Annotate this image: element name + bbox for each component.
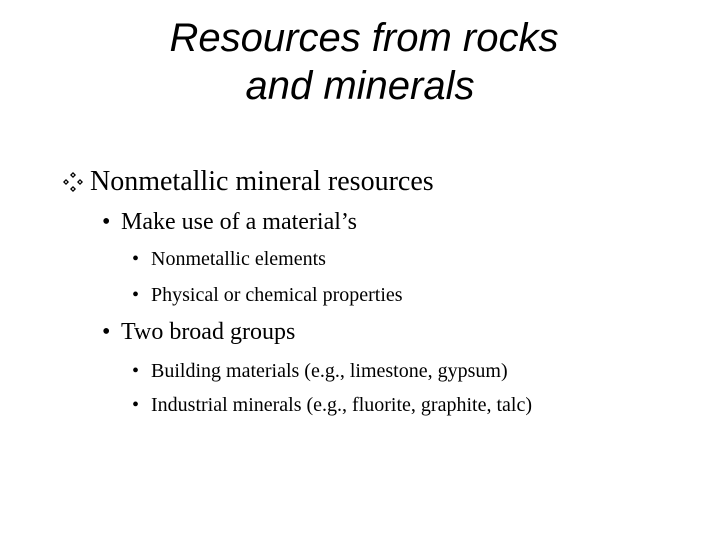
main-bullet-text: Nonmetallic mineral resources — [90, 166, 434, 197]
diamond-quad-bullet-icon — [62, 166, 90, 198]
bullet-dot: • — [132, 360, 140, 382]
bullet-dot: • — [132, 394, 140, 416]
sub-bullet-text: Two broad groups — [121, 319, 296, 345]
slide-title-line-2: and minerals — [245, 64, 475, 108]
bullet-dot: • — [132, 284, 140, 306]
sub-bullet-text: Make use of a material’s — [121, 209, 357, 235]
sub-sub-bullet — [132, 359, 508, 383]
bullet-dot: • — [102, 209, 111, 235]
slide-title-line-1: Resources from rocks — [169, 16, 559, 60]
sub-sub-bullet-text: Industrial minerals (e.g., fluorite, graphite, talc) — [151, 394, 532, 416]
sub-bullet — [102, 318, 295, 346]
sub-sub-bullet — [132, 283, 403, 307]
sub-sub-bullet-text: Physical or chemical properties — [151, 284, 403, 306]
sub-sub-bullet — [132, 247, 326, 271]
main-bullet — [62, 166, 434, 198]
sub-bullet — [102, 208, 357, 236]
bullet-dot: • — [102, 319, 111, 345]
bullet-dot: • — [132, 248, 140, 270]
sub-sub-bullet-text: Building materials (e.g., limestone, gypsum) — [151, 360, 508, 382]
sub-sub-bullet-text: Nonmetallic elements — [151, 248, 326, 270]
sub-sub-bullet — [132, 393, 532, 417]
